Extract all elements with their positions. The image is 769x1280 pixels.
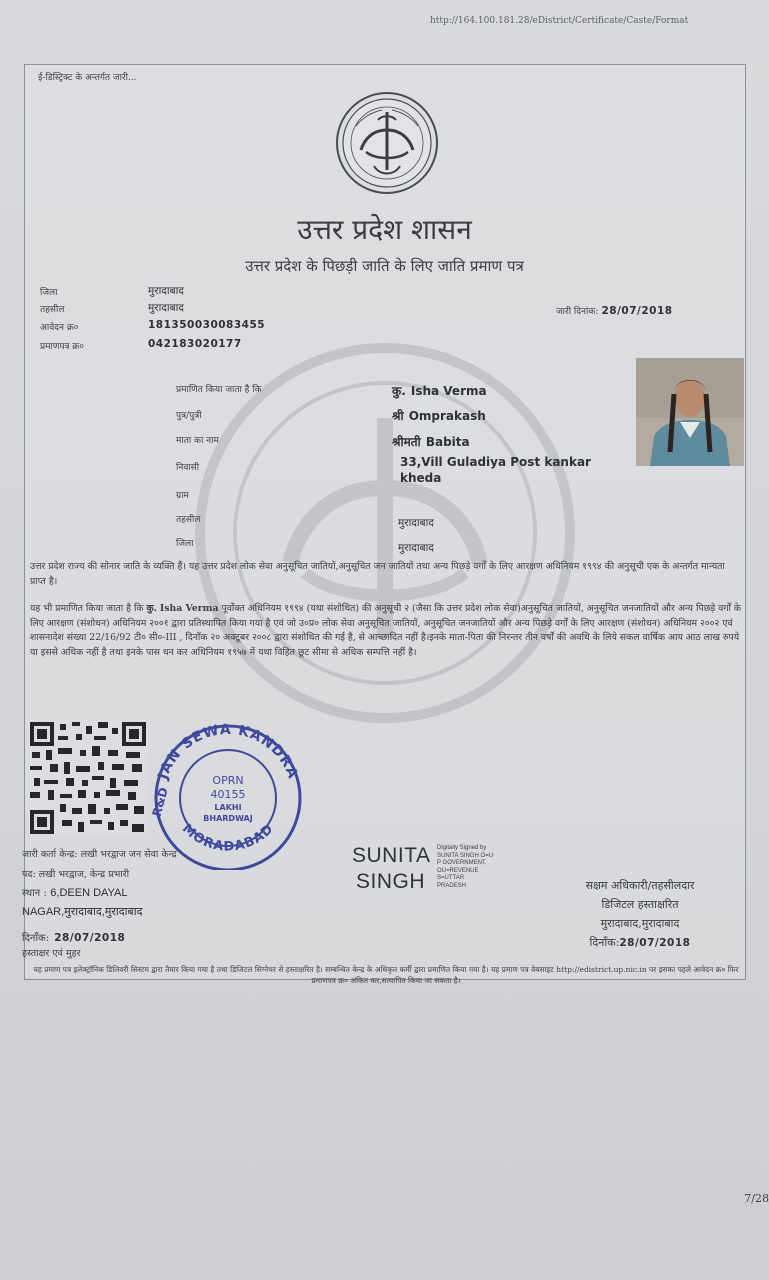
info-value-district: मुरादाबाद xyxy=(148,285,184,297)
seal-center xyxy=(190,774,266,824)
detail-label-child-of: पुत्र/पुत्री xyxy=(176,411,202,421)
digital-signer-name-2: SINGH xyxy=(356,870,426,893)
detail-name-prefix: कु. xyxy=(392,384,406,398)
dsig-line: OU=REVENUE xyxy=(437,867,479,874)
dsig-line: P GOVERNMENT, xyxy=(437,860,487,866)
income-statement-prefix: कु. xyxy=(146,603,157,614)
seal-center-number: 40155 xyxy=(210,788,246,801)
detail-value-district: मुरादाबाद xyxy=(398,542,434,554)
authority-date xyxy=(540,933,740,953)
detail-value-mother xyxy=(392,431,470,450)
issued-under-text: ई-डिस्ट्रिक्ट के अन्तर्गत जारी... xyxy=(38,73,137,83)
authority-date-value: 28/07/2018 xyxy=(619,937,691,949)
seal-ring-left-text: R&D xyxy=(149,785,171,819)
seal-center-operator: LAKHI BHARDWAJ xyxy=(203,803,253,823)
certificate-subtitle: उत्तर प्रदेश के पिछड़ी जाति के लिए जाति प्रमाण पत्र xyxy=(245,257,524,275)
applicant-photo xyxy=(636,358,744,466)
issuer-place-value-2: NAGAR,मुरादाबाद,मुरादाबाद xyxy=(22,906,143,918)
info-label-tehsil: तहसील xyxy=(40,305,65,315)
issuer-designation: पद: लखी भरद्वाज, केन्द्र प्रभारी xyxy=(22,869,130,880)
authority-title: सक्षम अधिकारी/तहसीलदार xyxy=(585,879,695,892)
issuer-date-label: दिनाँक: xyxy=(22,933,50,944)
detail-mother-prefix: श्रीमती xyxy=(392,435,421,449)
detail-label-village: ग्राम xyxy=(176,491,189,501)
info-value-tehsil: मुरादाबाद xyxy=(148,302,184,314)
certificate-title: उत्तर प्रदेश शासन xyxy=(297,213,472,246)
detail-label-tehsil: तहसील xyxy=(176,515,201,525)
detail-label-resident: निवासी xyxy=(176,463,200,473)
issuer-place xyxy=(22,884,222,921)
issue-date xyxy=(556,304,673,317)
income-statement-paragraph xyxy=(30,602,742,660)
page-number: 7/28 xyxy=(744,1192,769,1205)
seal-ring-top-text: JAN SEWA KANDRA xyxy=(155,721,301,782)
detail-value-father xyxy=(392,405,486,424)
svg-text:MORADABAD xyxy=(179,821,277,854)
authority-place: मुरादाबाद,मुरादाबाद xyxy=(600,917,680,930)
issue-date-label: जारी दिनांक: xyxy=(556,307,599,317)
authority-block xyxy=(540,876,740,953)
issuer-place-value-1: 6,DEEN DAYAL xyxy=(50,887,128,899)
detail-label-district: जिला xyxy=(176,539,194,549)
detail-value-address: 33,Vill Guladiya Post kankar kheda xyxy=(400,455,591,485)
issuer-sign-label: हस्ताक्षर एवं मुहर xyxy=(22,948,81,959)
issuer-place-label: स्थान : xyxy=(22,888,47,899)
seal-ring-bottom-text: MORADABAD xyxy=(178,821,278,855)
info-value-application-no: 181350030083455 xyxy=(148,319,266,331)
dsig-line: SUNITA SINGH O=U xyxy=(437,852,494,859)
detail-mother-value: Babita xyxy=(425,435,470,449)
dsig-line: PRADESH xyxy=(437,882,467,889)
caste-statement-paragraph: उत्तर प्रदेश राज्य की सोनार जाति के व्यक्ति हैं। यह उत्तर प्रदेश लोक सेवा अनुसूचित जातियों,अनुसूचित जन जातियों तथा अन्य पिछड़े वर्गों के लिए आरक्षण अधिनियम १९९४ की अनुसूची एक के अन्तर्गत मान्यता प्राप्त है। xyxy=(30,561,725,587)
income-statement-start: यह भी प्रमाणित किया जाता है कि xyxy=(30,603,144,614)
issue-date-value: 28/07/2018 xyxy=(601,305,673,317)
dsig-line: S=UTTAR xyxy=(437,875,465,881)
digital-signature-details xyxy=(437,845,493,890)
verification-footer: यह प्रमाण पत्र इलेक्ट्रॉनिक डिलिवरी सिस्टम द्वारा तैयार किया गया है तथा डिजिटल सिग्नेचर से हस्ताक्षरित है। सम्बन्धित केन्द्र के अधिकृत कर्मी द्वारा प्रमाणित किया गया है। यह प्रमाण पत्र वेबसाइट http://edistrict.up.nic.in पर इसका पहले आवेदन क्र० फिर प्रमाणपत्र क्र० अंकित कर,सत्यापित किया जा सकता है। xyxy=(33,965,739,985)
income-statement-name: Isha Verma xyxy=(159,603,219,614)
detail-value-tehsil: मुरादाबाद xyxy=(398,517,434,529)
info-value-certificate-no: 042183020177 xyxy=(148,338,242,350)
info-label-application-no: आवेदन क्र० xyxy=(40,323,79,333)
info-label-certificate-no: प्रमाणपत्र क्र० xyxy=(40,342,84,352)
applicant-photo-image xyxy=(636,358,744,466)
seal-center-oprn: OPRN xyxy=(212,774,244,787)
issuer-date-value: 28/07/2018 xyxy=(54,932,126,944)
income-statement-rest: पूर्वोक्त अधिनियम १९९४ (यथा संशोधित) की अनुसूची २ (जैसा कि उत्तर प्रदेश लोक सेवा)अनुसूचित जातियों, अनुसूचित जनजातियों और अन्य पिछड़े वर्गों के लिए आरक्षण (संशोधन) अधिनियम २००१ द्वारा प्रतिस्थापित किया गया है एवं जो उ०प्र० लोक सेवा अनुसूचित जातियों, अनुसूचित जनजातियों और अन्य पिछड़े वर्गों के लिए आरक्षण (संशोधन) अधिनियम २००२ एवं शासनादेश संख्या 22/16/92 टी० सी०-III , दिनाँक २० अक्टूबर २००८ द्वारा संशोधित की गई है, से आच्छादित नहीं है।इनके माता-पिता की निरन्तर तीन वर्षों की अवधि के लिये सकल वार्षिक आय आठ लाख रुपये या इससे अधिक नहीं है तथा इनके पास धन कर अधिनियम १९५७ में यथा विहित छूट सीमा से अधिक सम्पत्ति नहीं है। xyxy=(30,603,742,658)
authority-sign: डिजिटल हस्ताक्षरित xyxy=(601,898,679,911)
detail-value-name xyxy=(392,380,487,399)
dsig-line: Digitally Signed by xyxy=(437,845,487,851)
detail-father-value: Omprakash xyxy=(408,409,486,423)
info-label-district: जिला xyxy=(40,288,58,298)
up-state-emblem-icon xyxy=(334,90,440,196)
detail-father-prefix: श्री xyxy=(392,409,404,423)
authority-date-label: दिनाँक: xyxy=(589,936,620,949)
issuer-kendra: जारी कर्ता केन्द्र: लखी भरद्वाज जन सेवा केन्द्र xyxy=(22,849,177,860)
detail-label-mother: माता का नाम xyxy=(176,436,219,446)
digital-signer-name-1: SUNITA xyxy=(352,844,431,867)
browser-url-text: http://164.100.181.28/eDistrict/Certificate/Caste/Format xyxy=(430,16,689,26)
detail-label-certified: प्रमाणित किया जाता है कि xyxy=(176,385,262,395)
detail-name-value: Isha Verma xyxy=(410,384,487,398)
qr-code-icon xyxy=(28,720,148,836)
issuer-date xyxy=(22,926,125,945)
watermark-emblem-icon xyxy=(190,338,580,728)
